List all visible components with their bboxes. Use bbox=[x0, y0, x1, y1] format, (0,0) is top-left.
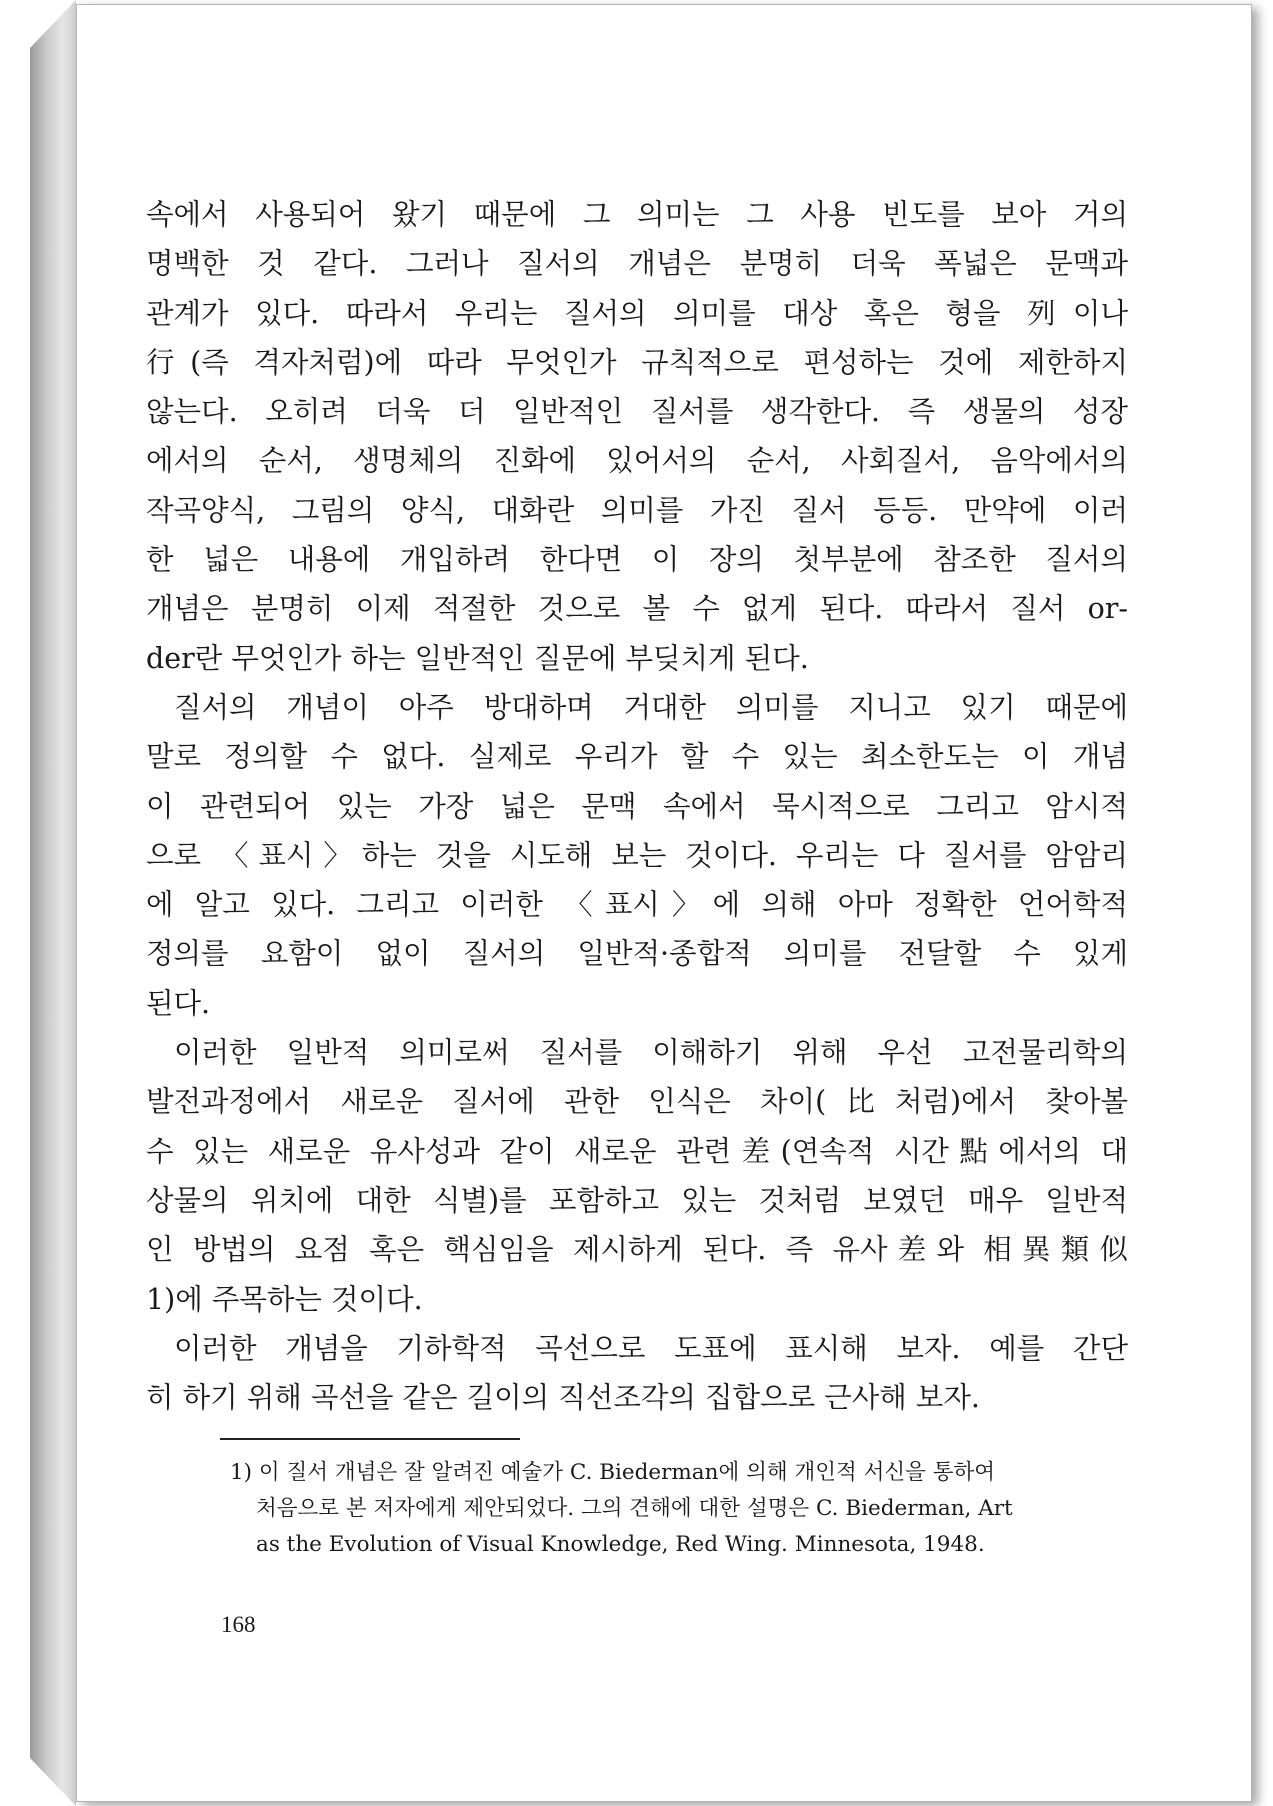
text-line: 작곡양식, 그림의 양식, 대화란 의미를 가진 질서 등등. 만약에 이러 bbox=[146, 493, 1128, 527]
text-line: 인 방법의 요점 혹은 핵심임을 제시하게 된다. 즉 유사差와 相異類似 bbox=[146, 1233, 1128, 1267]
text-line: 개념은 분명히 이제 적절한 것으로 볼 수 없게 된다. 따라서 질서 or- bbox=[146, 592, 1128, 626]
paragraph bbox=[146, 1028, 1128, 1324]
text-line: 에서의 순서, 생명체의 진화에 있어서의 순서, 사회질서, 음악에서의 bbox=[146, 444, 1128, 478]
text-line: 정의를 요함이 없이 질서의 일반적·종합적 의미를 전달할 수 있게 bbox=[146, 937, 1128, 971]
page-number: 168 bbox=[221, 1612, 256, 1637]
footnote-line: 처음으로 본 저자에게 제안되었다. 그의 견해에 대한 설명은 C. Biederman, Art bbox=[256, 1496, 1013, 1521]
text-line: 말로 정의할 수 없다. 실제로 우리가 할 수 있는 최소한도는 이 개념 bbox=[146, 740, 1128, 774]
text-line: 질서의 개념이 아주 방대하며 거대한 의미를 지니고 있기 때문에 bbox=[174, 690, 1128, 724]
body-text bbox=[146, 190, 1128, 1422]
text-line: 이러한 일반적 의미로써 질서를 이해하기 위해 우선 고전물리학의 bbox=[174, 1036, 1128, 1070]
text-line: 에 알고 있다. 그리고 이러한 〈표시〉에 의해 아마 정확한 언어학적 bbox=[146, 888, 1128, 922]
text-line: 行(즉 격자처럼)에 따라 무엇인가 규칙적으로 편성하는 것에 제한하지 bbox=[146, 345, 1128, 379]
paragraph bbox=[146, 683, 1128, 1028]
footnotes bbox=[230, 1455, 1130, 1563]
text-line: 상물의 위치에 대한 식별)를 포함하고 있는 것처럼 보였던 매우 일반적 bbox=[146, 1183, 1128, 1217]
text-line: 히 하기 위해 곡선을 같은 길이의 직선조각의 집합으로 근사해 보자. bbox=[146, 1381, 980, 1415]
text-line: 발전과정에서 새로운 질서에 관한 인식은 차이(比처럼)에서 찾아볼 bbox=[146, 1085, 1128, 1119]
footnote-line: as the Evolution of Visual Knowledge, Red Wing. Minnesota, 1948. bbox=[256, 1532, 985, 1557]
text-line: 이러한 개념을 기하학적 곡선으로 도표에 표시해 보자. 예를 간단 bbox=[174, 1331, 1128, 1365]
text-line: 명백한 것 같다. 그러나 질서의 개념은 분명히 더욱 폭넓은 문맥과 bbox=[146, 247, 1128, 281]
book-spine bbox=[30, 0, 76, 1806]
text-line: 수 있는 새로운 유사성과 같이 새로운 관련差(연속적 시간點에서의 대 bbox=[146, 1134, 1128, 1168]
text-line: 이 관련되어 있는 가장 넓은 문맥 속에서 묵시적으로 그리고 암시적 bbox=[146, 789, 1128, 823]
footnote-divider bbox=[220, 1438, 520, 1440]
text-line: 않는다. 오히려 더욱 더 일반적인 질서를 생각한다. 즉 생물의 성장 bbox=[146, 395, 1128, 429]
text-line: der란 무엇인가 하는 일반적인 질문에 부딪치게 된다. bbox=[146, 641, 809, 675]
text-line: 속에서 사용되어 왔기 때문에 그 의미는 그 사용 빈도를 보아 거의 bbox=[146, 198, 1128, 231]
footnote-line: 1) 이 질서 개념은 잘 알려진 예술가 C. Biederman에 의해 개인적 서신을 통하여 bbox=[230, 1460, 996, 1485]
text-line: 관계가 있다. 따라서 우리는 질서의 의미를 대상 혹은 형을 列이나 bbox=[146, 296, 1128, 330]
text-line: 된다. bbox=[146, 986, 211, 1020]
text-line: 으로 〈표시〉하는 것을 시도해 보는 것이다. 우리는 다 질서를 암암리 bbox=[146, 838, 1128, 872]
text-line: 1)에 주목하는 것이다. bbox=[146, 1282, 423, 1316]
paragraph bbox=[146, 190, 1128, 683]
paragraph bbox=[146, 1324, 1128, 1423]
text-line: 한 넓은 내용에 개입하려 한다면 이 장의 첫부분에 참조한 질서의 bbox=[146, 543, 1128, 577]
